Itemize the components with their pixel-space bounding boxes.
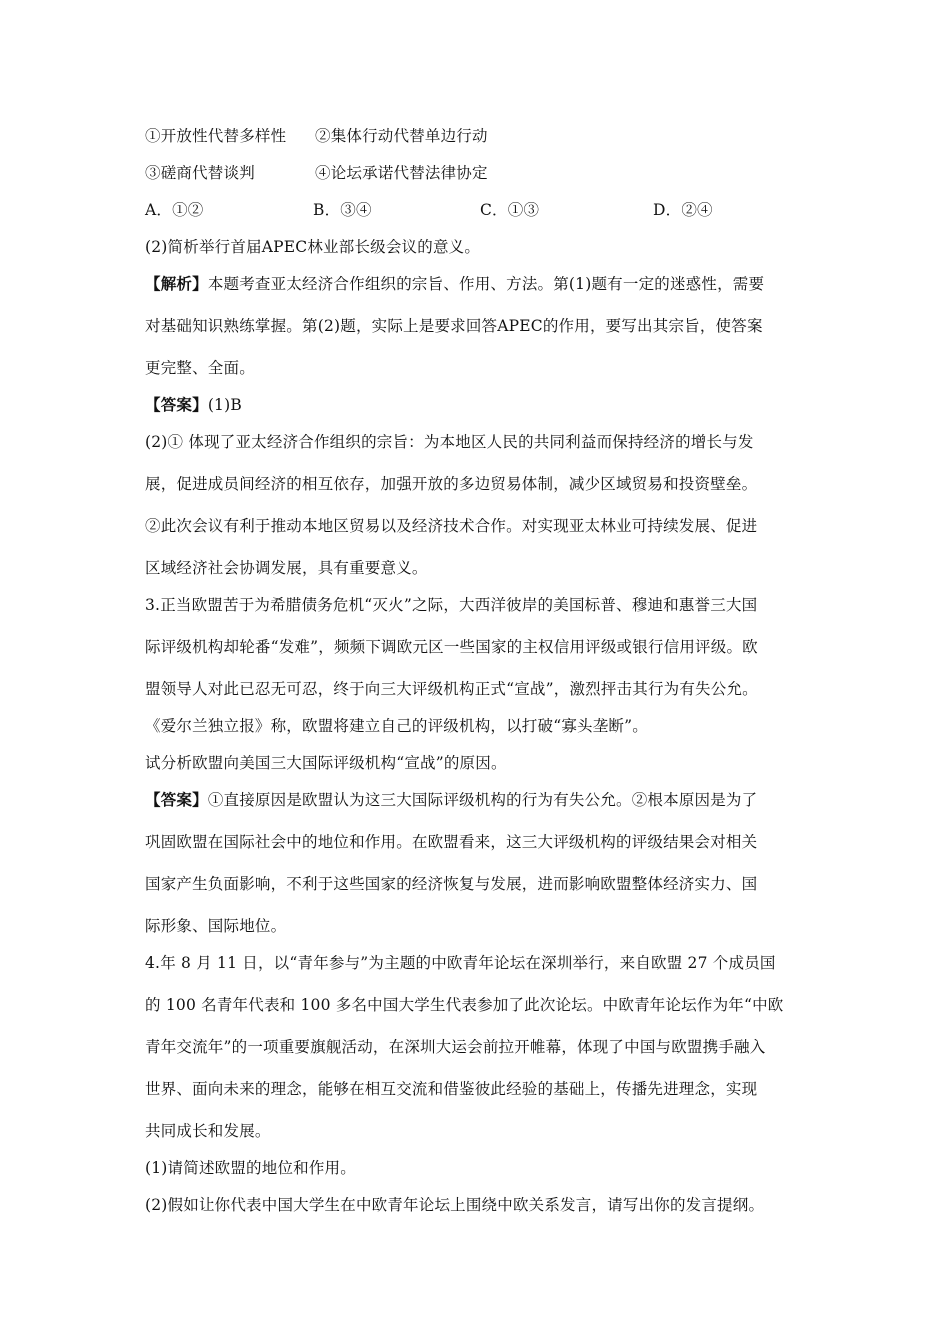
q4-subquestion-1: (1)请简述欧盟的地位和作用。 bbox=[145, 1159, 356, 1177]
analysis-line-3: 更完整、全面。 bbox=[145, 359, 255, 377]
answer3-text-1: ①直接原因是欧盟认为这三大国际评级机构的行为有失公允。②根本原因是为了 bbox=[207, 791, 758, 809]
q3-line-5: 试分析欧盟向美国三大国际评级机构“宣战”的原因。 bbox=[145, 754, 507, 772]
answer3-line-3: 国家产生负面影响，不利于这些国家的经济恢复与发展，进而影响欧盟整体经济实力、国 bbox=[145, 875, 758, 893]
answer2-line-2: (2)① 体现了亚太经济合作组织的宗旨：为本地区人民的共同利益而保持经济的增长与发 bbox=[145, 433, 754, 451]
choice-b: B．③④ bbox=[313, 201, 372, 219]
answer3-line-1 bbox=[145, 790, 757, 810]
option-3: ③磋商代替谈判 bbox=[145, 164, 255, 182]
option-1: ①开放性代替多样性 bbox=[145, 127, 287, 145]
answer2-tag: 【答案】 bbox=[145, 395, 208, 414]
answer2-text-1: (1)B bbox=[207, 396, 242, 414]
answer2-line-3: 展，促进成员间经济的相互依存，加强开放的多边贸易体制，减少区域贸易和投资壁垒。 bbox=[145, 475, 758, 493]
q4-line-3: 青年交流年”的一项重要旗舰活动，在深圳大运会前拉开帷幕，体现了中国与欧盟携手融入 bbox=[145, 1038, 766, 1056]
analysis-tag: 【解析】 bbox=[145, 274, 208, 293]
q2-subquestion-2: (2)简析举行首届APEC林业部长级会议的意义。 bbox=[145, 238, 481, 256]
q3-line-3: 盟领导人对此已忍无可忍，终于向三大评级机构正式“宣战”，激烈抨击其行为有失公允。 bbox=[145, 680, 758, 698]
q3-line-1: 3.正当欧盟苦于为希腊债务危机“灭火”之际，大西洋彼岸的美国标普、穆迪和惠誉三大国 bbox=[145, 596, 758, 614]
choice-d: D．②④ bbox=[653, 201, 713, 219]
answer3-tag: 【答案】 bbox=[145, 790, 208, 809]
answer2-line-4: ②此次会议有利于推动本地区贸易以及经济技术合作。对实现亚太林业可持续发展、促进 bbox=[145, 517, 758, 535]
q4-line-1: 4.年 8 月 11 日，以“青年参与”为主题的中欧青年论坛在深圳举行，来自欧盟 27 个成员国 bbox=[145, 954, 776, 972]
option-2: ②集体行动代替单边行动 bbox=[315, 127, 488, 145]
answer3-line-2: 巩固欧盟在国际社会中的地位和作用。在欧盟看来，这三大评级机构的评级结果会对相关 bbox=[145, 833, 758, 851]
q3-line-4: 《爱尔兰独立报》称，欧盟将建立自己的评级机构，以打破“寡头垄断”。 bbox=[145, 717, 648, 735]
q4-line-5: 共同成长和发展。 bbox=[145, 1122, 271, 1140]
q3-line-2: 际评级机构却轮番“发难”，频频下调欧元区一些国家的主权信用评级或银行信用评级。欧 bbox=[145, 638, 758, 656]
analysis-text-1: 本题考查亚太经济合作组织的宗旨、作用、方法。第(1)题有一定的迷惑性，需要 bbox=[207, 275, 765, 293]
q4-line-4: 世界、面向未来的理念，能够在相互交流和借鉴彼此经验的基础上，传播先进理念，实现 bbox=[145, 1080, 758, 1098]
answer2-line-5: 区域经济社会协调发展，具有重要意义。 bbox=[145, 559, 428, 577]
choice-c: C．①③ bbox=[480, 201, 540, 219]
choice-a: A．①② bbox=[145, 201, 204, 219]
answer2-line-1 bbox=[145, 395, 242, 415]
q4-subquestion-2: (2)假如让你代表中国大学生在中欧青年论坛上围绕中欧关系发言，请写出你的发言提纲。 bbox=[145, 1196, 765, 1214]
q4-line-2: 的 100 名青年代表和 100 多名中国大学生代表参加了此次论坛。中欧青年论坛作为年“中欧 bbox=[145, 996, 784, 1014]
answer3-line-4: 际形象、国际地位。 bbox=[145, 917, 287, 935]
analysis-line-2: 对基础知识熟练掌握。第(2)题，实际上是要求回答APEC的作用，要写出其宗旨，使答案 bbox=[145, 317, 763, 335]
option-4: ④论坛承诺代替法律协定 bbox=[315, 164, 488, 182]
analysis-line-1 bbox=[145, 274, 764, 294]
